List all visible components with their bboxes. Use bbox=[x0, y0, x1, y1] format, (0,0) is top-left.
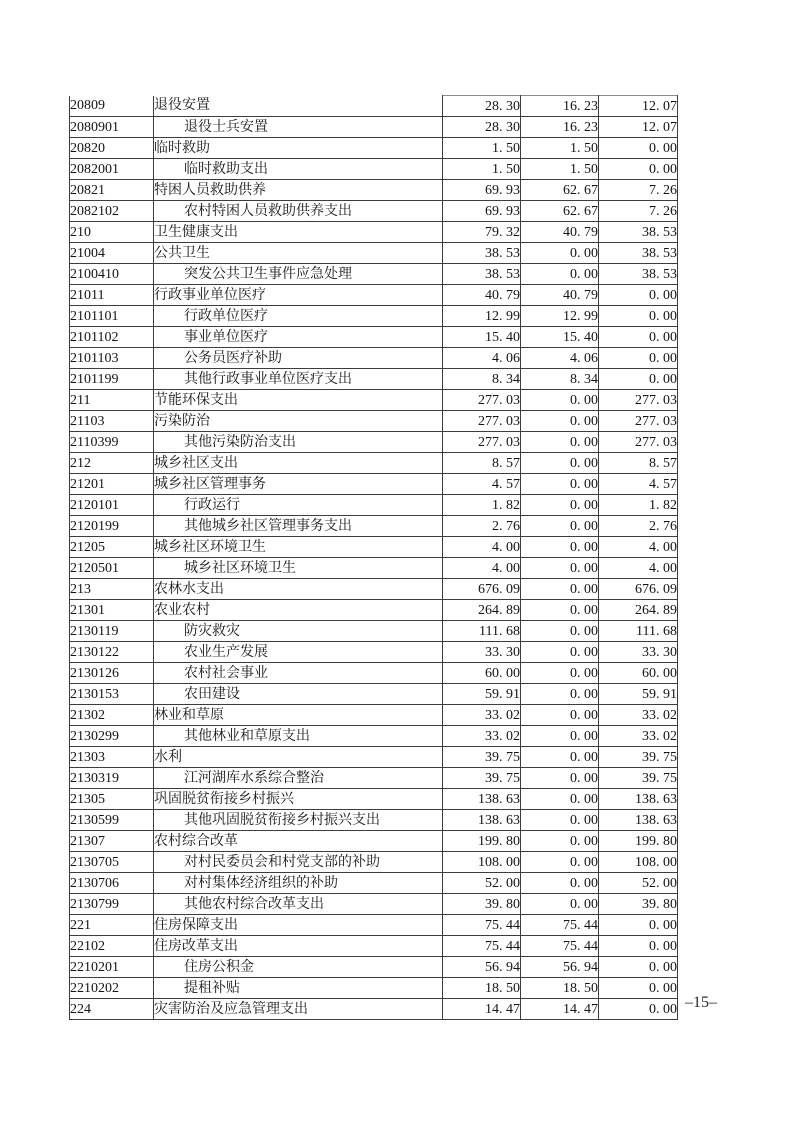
name-cell: 对村民委员会和村党支部的补助 bbox=[154, 852, 443, 873]
table-row bbox=[70, 957, 678, 978]
code-cell: 2130319 bbox=[70, 768, 154, 789]
name-cell: 灾害防治及应急管理支出 bbox=[154, 999, 443, 1020]
value-cell: 0. 00 bbox=[599, 999, 678, 1020]
value-cell: 0. 00 bbox=[521, 642, 599, 663]
name-cell: 行政事业单位医疗 bbox=[154, 285, 443, 306]
code-cell: 2082102 bbox=[70, 201, 154, 222]
value-cell: 33. 02 bbox=[443, 726, 521, 747]
code-cell: 2101101 bbox=[70, 306, 154, 327]
value-cell: 277. 03 bbox=[599, 432, 678, 453]
table-row bbox=[70, 390, 678, 411]
value-cell: 0. 00 bbox=[521, 432, 599, 453]
code-cell: 20821 bbox=[70, 180, 154, 201]
table-row bbox=[70, 516, 678, 537]
value-cell: 264. 89 bbox=[599, 600, 678, 621]
value-cell: 69. 93 bbox=[443, 201, 521, 222]
value-cell: 277. 03 bbox=[443, 432, 521, 453]
code-cell: 2130119 bbox=[70, 621, 154, 642]
table-row bbox=[70, 180, 678, 201]
value-cell: 1. 50 bbox=[521, 159, 599, 180]
value-cell: 7. 26 bbox=[599, 180, 678, 201]
value-cell: 16. 23 bbox=[521, 117, 599, 138]
code-cell: 2130706 bbox=[70, 873, 154, 894]
value-cell: 8. 34 bbox=[443, 369, 521, 390]
value-cell: 0. 00 bbox=[521, 873, 599, 894]
value-cell: 14. 47 bbox=[521, 999, 599, 1020]
name-cell: 城乡社区环境卫生 bbox=[154, 537, 443, 558]
value-cell: 0. 00 bbox=[521, 453, 599, 474]
value-cell: 0. 00 bbox=[599, 936, 678, 957]
table-row bbox=[70, 96, 678, 117]
value-cell: 79. 32 bbox=[443, 222, 521, 243]
name-cell: 污染防治 bbox=[154, 411, 443, 432]
value-cell: 111. 68 bbox=[599, 621, 678, 642]
value-cell: 277. 03 bbox=[599, 390, 678, 411]
table-row bbox=[70, 789, 678, 810]
value-cell: 0. 00 bbox=[521, 621, 599, 642]
value-cell: 0. 00 bbox=[521, 726, 599, 747]
budget-table bbox=[69, 95, 678, 1020]
table-row bbox=[70, 306, 678, 327]
code-cell: 210 bbox=[70, 222, 154, 243]
name-cell: 提租补贴 bbox=[154, 978, 443, 999]
value-cell: 2. 76 bbox=[443, 516, 521, 537]
name-cell: 巩固脱贫衔接乡村振兴 bbox=[154, 789, 443, 810]
code-cell: 2130299 bbox=[70, 726, 154, 747]
value-cell: 138. 63 bbox=[443, 789, 521, 810]
name-cell: 住房公积金 bbox=[154, 957, 443, 978]
table-row bbox=[70, 978, 678, 999]
value-cell: 0. 00 bbox=[599, 306, 678, 327]
name-cell: 公务员医疗补助 bbox=[154, 348, 443, 369]
value-cell: 28. 30 bbox=[443, 117, 521, 138]
name-cell: 临时救助 bbox=[154, 138, 443, 159]
value-cell: 277. 03 bbox=[443, 411, 521, 432]
table-row bbox=[70, 264, 678, 285]
value-cell: 62. 67 bbox=[521, 180, 599, 201]
value-cell: 0. 00 bbox=[521, 768, 599, 789]
value-cell: 0. 00 bbox=[521, 810, 599, 831]
value-cell: 4. 00 bbox=[443, 558, 521, 579]
code-cell: 2120101 bbox=[70, 495, 154, 516]
code-cell: 2210202 bbox=[70, 978, 154, 999]
code-cell: 21205 bbox=[70, 537, 154, 558]
name-cell: 公共卫生 bbox=[154, 243, 443, 264]
value-cell: 4. 57 bbox=[599, 474, 678, 495]
value-cell: 59. 91 bbox=[443, 684, 521, 705]
code-cell: 21301 bbox=[70, 600, 154, 621]
code-cell: 2110399 bbox=[70, 432, 154, 453]
value-cell: 33. 02 bbox=[599, 705, 678, 726]
table-row bbox=[70, 936, 678, 957]
table-row bbox=[70, 999, 678, 1020]
value-cell: 0. 00 bbox=[521, 831, 599, 852]
value-cell: 56. 94 bbox=[443, 957, 521, 978]
value-cell: 0. 00 bbox=[521, 264, 599, 285]
name-cell: 卫生健康支出 bbox=[154, 222, 443, 243]
value-cell: 0. 00 bbox=[599, 915, 678, 936]
value-cell: 0. 00 bbox=[599, 285, 678, 306]
value-cell: 199. 80 bbox=[443, 831, 521, 852]
table-row bbox=[70, 726, 678, 747]
table-row bbox=[70, 873, 678, 894]
code-cell: 2130153 bbox=[70, 684, 154, 705]
code-cell: 2120501 bbox=[70, 558, 154, 579]
value-cell: 108. 00 bbox=[443, 852, 521, 873]
value-cell: 0. 00 bbox=[521, 411, 599, 432]
code-cell: 21307 bbox=[70, 831, 154, 852]
name-cell: 对村集体经济组织的补助 bbox=[154, 873, 443, 894]
value-cell: 38. 53 bbox=[599, 264, 678, 285]
name-cell: 城乡社区管理事务 bbox=[154, 474, 443, 495]
table-row bbox=[70, 453, 678, 474]
name-cell: 住房改革支出 bbox=[154, 936, 443, 957]
table-row bbox=[70, 768, 678, 789]
value-cell: 8. 57 bbox=[443, 453, 521, 474]
table-row bbox=[70, 222, 678, 243]
name-cell: 其他城乡社区管理事务支出 bbox=[154, 516, 443, 537]
value-cell: 52. 00 bbox=[599, 873, 678, 894]
value-cell: 0. 00 bbox=[521, 600, 599, 621]
value-cell: 75. 44 bbox=[521, 915, 599, 936]
table-row bbox=[70, 369, 678, 390]
name-cell: 林业和草原 bbox=[154, 705, 443, 726]
value-cell: 138. 63 bbox=[599, 789, 678, 810]
table-row bbox=[70, 243, 678, 264]
table-row bbox=[70, 537, 678, 558]
code-cell: 2130122 bbox=[70, 642, 154, 663]
value-cell: 52. 00 bbox=[443, 873, 521, 894]
name-cell: 住房保障支出 bbox=[154, 915, 443, 936]
code-cell: 2130705 bbox=[70, 852, 154, 873]
value-cell: 69. 93 bbox=[443, 180, 521, 201]
table-row bbox=[70, 474, 678, 495]
name-cell: 农业生产发展 bbox=[154, 642, 443, 663]
value-cell: 4. 06 bbox=[443, 348, 521, 369]
value-cell: 7. 26 bbox=[599, 201, 678, 222]
value-cell: 0. 00 bbox=[521, 663, 599, 684]
code-cell: 21011 bbox=[70, 285, 154, 306]
code-cell: 21302 bbox=[70, 705, 154, 726]
table-row bbox=[70, 201, 678, 222]
value-cell: 199. 80 bbox=[599, 831, 678, 852]
value-cell: 4. 57 bbox=[443, 474, 521, 495]
code-cell: 20820 bbox=[70, 138, 154, 159]
value-cell: 0. 00 bbox=[521, 789, 599, 810]
page-number: –15– bbox=[685, 994, 717, 1011]
name-cell: 节能环保支出 bbox=[154, 390, 443, 411]
table-row bbox=[70, 159, 678, 180]
value-cell: 38. 53 bbox=[599, 222, 678, 243]
code-cell: 2080901 bbox=[70, 117, 154, 138]
value-cell: 4. 06 bbox=[521, 348, 599, 369]
value-cell: 40. 79 bbox=[521, 222, 599, 243]
name-cell: 水利 bbox=[154, 747, 443, 768]
name-cell: 农业农村 bbox=[154, 600, 443, 621]
code-cell: 2130126 bbox=[70, 663, 154, 684]
value-cell: 39. 75 bbox=[443, 768, 521, 789]
value-cell: 40. 79 bbox=[443, 285, 521, 306]
table-row bbox=[70, 411, 678, 432]
budget-table-body bbox=[70, 96, 678, 1020]
name-cell: 城乡社区支出 bbox=[154, 453, 443, 474]
name-cell: 退役士兵安置 bbox=[154, 117, 443, 138]
code-cell: 2101199 bbox=[70, 369, 154, 390]
value-cell: 12. 07 bbox=[599, 96, 678, 117]
value-cell: 39. 80 bbox=[443, 894, 521, 915]
value-cell: 59. 91 bbox=[599, 684, 678, 705]
name-cell: 城乡社区环境卫生 bbox=[154, 558, 443, 579]
value-cell: 33. 02 bbox=[443, 705, 521, 726]
value-cell: 14. 47 bbox=[443, 999, 521, 1020]
value-cell: 676. 09 bbox=[599, 579, 678, 600]
value-cell: 12. 99 bbox=[521, 306, 599, 327]
name-cell: 防灾救灾 bbox=[154, 621, 443, 642]
value-cell: 676. 09 bbox=[443, 579, 521, 600]
name-cell: 其他林业和草原支出 bbox=[154, 726, 443, 747]
name-cell: 特困人员救助供养 bbox=[154, 180, 443, 201]
table-row bbox=[70, 432, 678, 453]
value-cell: 33. 30 bbox=[443, 642, 521, 663]
value-cell: 277. 03 bbox=[443, 390, 521, 411]
table-row bbox=[70, 138, 678, 159]
value-cell: 2. 76 bbox=[599, 516, 678, 537]
code-cell: 21201 bbox=[70, 474, 154, 495]
name-cell: 农村综合改革 bbox=[154, 831, 443, 852]
value-cell: 0. 00 bbox=[599, 138, 678, 159]
name-cell: 突发公共卫生事件应急处理 bbox=[154, 264, 443, 285]
value-cell: 0. 00 bbox=[521, 579, 599, 600]
code-cell: 211 bbox=[70, 390, 154, 411]
value-cell: 38. 53 bbox=[443, 264, 521, 285]
value-cell: 138. 63 bbox=[443, 810, 521, 831]
name-cell: 江河湖库水系综合整治 bbox=[154, 768, 443, 789]
name-cell: 其他污染防治支出 bbox=[154, 432, 443, 453]
value-cell: 12. 07 bbox=[599, 117, 678, 138]
value-cell: 1. 82 bbox=[599, 495, 678, 516]
code-cell: 21004 bbox=[70, 243, 154, 264]
name-cell: 临时救助支出 bbox=[154, 159, 443, 180]
value-cell: 39. 75 bbox=[443, 747, 521, 768]
value-cell: 4. 00 bbox=[599, 537, 678, 558]
value-cell: 277. 03 bbox=[599, 411, 678, 432]
value-cell: 39. 80 bbox=[599, 894, 678, 915]
name-cell: 农村社会事业 bbox=[154, 663, 443, 684]
value-cell: 0. 00 bbox=[521, 495, 599, 516]
value-cell: 33. 30 bbox=[599, 642, 678, 663]
value-cell: 33. 02 bbox=[599, 726, 678, 747]
value-cell: 15. 40 bbox=[443, 327, 521, 348]
code-cell: 2082001 bbox=[70, 159, 154, 180]
code-cell: 20809 bbox=[70, 96, 154, 117]
value-cell: 38. 53 bbox=[599, 243, 678, 264]
value-cell: 108. 00 bbox=[599, 852, 678, 873]
code-cell: 21303 bbox=[70, 747, 154, 768]
code-cell: 2130799 bbox=[70, 894, 154, 915]
table-row bbox=[70, 894, 678, 915]
table-row bbox=[70, 642, 678, 663]
table-row bbox=[70, 684, 678, 705]
code-cell: 22102 bbox=[70, 936, 154, 957]
value-cell: 56. 94 bbox=[521, 957, 599, 978]
value-cell: 0. 00 bbox=[521, 705, 599, 726]
table-row bbox=[70, 831, 678, 852]
value-cell: 38. 53 bbox=[443, 243, 521, 264]
value-cell: 4. 00 bbox=[443, 537, 521, 558]
table-row bbox=[70, 915, 678, 936]
value-cell: 40. 79 bbox=[521, 285, 599, 306]
name-cell: 农村特困人员救助供养支出 bbox=[154, 201, 443, 222]
value-cell: 0. 00 bbox=[521, 684, 599, 705]
name-cell: 农田建设 bbox=[154, 684, 443, 705]
code-cell: 21103 bbox=[70, 411, 154, 432]
table-row bbox=[70, 558, 678, 579]
value-cell: 1. 50 bbox=[443, 159, 521, 180]
table-row bbox=[70, 579, 678, 600]
value-cell: 0. 00 bbox=[521, 243, 599, 264]
code-cell: 224 bbox=[70, 999, 154, 1020]
value-cell: 0. 00 bbox=[599, 369, 678, 390]
value-cell: 0. 00 bbox=[521, 516, 599, 537]
table-row bbox=[70, 810, 678, 831]
code-cell: 2120199 bbox=[70, 516, 154, 537]
table-row bbox=[70, 285, 678, 306]
value-cell: 138. 63 bbox=[599, 810, 678, 831]
table-row bbox=[70, 663, 678, 684]
table-row bbox=[70, 852, 678, 873]
code-cell: 21305 bbox=[70, 789, 154, 810]
code-cell: 212 bbox=[70, 453, 154, 474]
value-cell: 0. 00 bbox=[599, 957, 678, 978]
table-row bbox=[70, 621, 678, 642]
value-cell: 0. 00 bbox=[521, 894, 599, 915]
value-cell: 39. 75 bbox=[599, 768, 678, 789]
value-cell: 0. 00 bbox=[599, 348, 678, 369]
code-cell: 213 bbox=[70, 579, 154, 600]
value-cell: 16. 23 bbox=[521, 96, 599, 117]
value-cell: 0. 00 bbox=[521, 537, 599, 558]
value-cell: 75. 44 bbox=[443, 936, 521, 957]
value-cell: 39. 75 bbox=[599, 747, 678, 768]
value-cell: 4. 00 bbox=[599, 558, 678, 579]
code-cell: 2100410 bbox=[70, 264, 154, 285]
table-row bbox=[70, 600, 678, 621]
value-cell: 60. 00 bbox=[443, 663, 521, 684]
code-cell: 221 bbox=[70, 915, 154, 936]
value-cell: 8. 34 bbox=[521, 369, 599, 390]
code-cell: 2130599 bbox=[70, 810, 154, 831]
table-row bbox=[70, 117, 678, 138]
value-cell: 0. 00 bbox=[599, 159, 678, 180]
value-cell: 0. 00 bbox=[521, 747, 599, 768]
value-cell: 15. 40 bbox=[521, 327, 599, 348]
table-row bbox=[70, 327, 678, 348]
name-cell: 退役安置 bbox=[154, 96, 443, 117]
table-row bbox=[70, 705, 678, 726]
value-cell: 8. 57 bbox=[599, 453, 678, 474]
value-cell: 0. 00 bbox=[521, 852, 599, 873]
value-cell: 12. 99 bbox=[443, 306, 521, 327]
name-cell: 其他巩固脱贫衔接乡村振兴支出 bbox=[154, 810, 443, 831]
value-cell: 0. 00 bbox=[521, 390, 599, 411]
value-cell: 60. 00 bbox=[599, 663, 678, 684]
name-cell: 其他行政事业单位医疗支出 bbox=[154, 369, 443, 390]
table-row bbox=[70, 348, 678, 369]
value-cell: 0. 00 bbox=[521, 474, 599, 495]
value-cell: 18. 50 bbox=[443, 978, 521, 999]
value-cell: 62. 67 bbox=[521, 201, 599, 222]
table-row bbox=[70, 747, 678, 768]
code-cell: 2101102 bbox=[70, 327, 154, 348]
value-cell: 0. 00 bbox=[521, 558, 599, 579]
name-cell: 其他农村综合改革支出 bbox=[154, 894, 443, 915]
value-cell: 111. 68 bbox=[443, 621, 521, 642]
value-cell: 0. 00 bbox=[599, 978, 678, 999]
code-cell: 2210201 bbox=[70, 957, 154, 978]
code-cell: 2101103 bbox=[70, 348, 154, 369]
name-cell: 农林水支出 bbox=[154, 579, 443, 600]
value-cell: 1. 50 bbox=[521, 138, 599, 159]
value-cell: 1. 50 bbox=[443, 138, 521, 159]
value-cell: 0. 00 bbox=[599, 327, 678, 348]
value-cell: 264. 89 bbox=[443, 600, 521, 621]
name-cell: 行政单位医疗 bbox=[154, 306, 443, 327]
table-row bbox=[70, 495, 678, 516]
value-cell: 1. 82 bbox=[443, 495, 521, 516]
name-cell: 行政运行 bbox=[154, 495, 443, 516]
name-cell: 事业单位医疗 bbox=[154, 327, 443, 348]
value-cell: 28. 30 bbox=[443, 96, 521, 117]
value-cell: 75. 44 bbox=[521, 936, 599, 957]
value-cell: 75. 44 bbox=[443, 915, 521, 936]
value-cell: 18. 50 bbox=[521, 978, 599, 999]
